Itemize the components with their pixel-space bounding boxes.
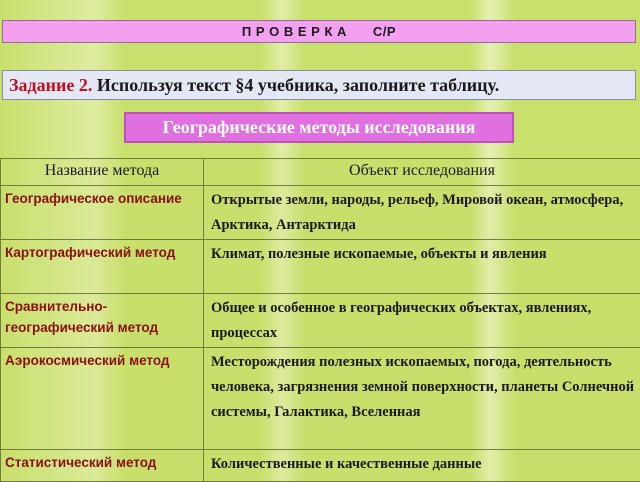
column-header-method: Название метода bbox=[1, 159, 204, 186]
table-row bbox=[1, 348, 640, 450]
column-header-object: Объект исследования bbox=[204, 159, 640, 186]
table-title: Географические методы исследования bbox=[124, 112, 514, 143]
method-name: Статистический метод bbox=[1, 450, 204, 482]
method-name: Аэрокосмический метод bbox=[1, 348, 204, 450]
table-row bbox=[1, 240, 640, 294]
check-banner-title: П Р О В Е Р К А bbox=[242, 24, 347, 39]
method-object: Месторождения полезных ископаемых, погода, деятельность человека, загрязнения земной поверхности, планеты Солнечной системы, Галактика, Вселенная bbox=[204, 348, 640, 450]
method-name: Географическое описание bbox=[1, 186, 204, 240]
table-header-row bbox=[1, 159, 640, 186]
table-row bbox=[1, 450, 640, 482]
method-object: Климат, полезные ископаемые, объекты и явления bbox=[204, 240, 640, 294]
task-label: Задание 2. bbox=[9, 75, 92, 95]
method-object: Открытые земли, народы, рельеф, Мировой океан, атмосфера, Арктика, Антарктида bbox=[204, 186, 640, 240]
table-row bbox=[1, 186, 640, 240]
task-box bbox=[2, 70, 636, 100]
check-banner-tag: С/Р bbox=[373, 24, 396, 39]
task-text: Используя текст §4 учебника, заполните таблицу. bbox=[97, 75, 499, 95]
method-name: Картографический метод bbox=[1, 240, 204, 294]
methods-table bbox=[0, 158, 640, 482]
table-row bbox=[1, 294, 640, 348]
check-banner bbox=[2, 20, 636, 43]
method-name: Сравнительно-географический метод bbox=[1, 294, 204, 348]
method-object: Количественные и качественные данные bbox=[204, 450, 640, 482]
method-object: Общее и особенное в географических объектах, явлениях, процессах bbox=[204, 294, 640, 348]
